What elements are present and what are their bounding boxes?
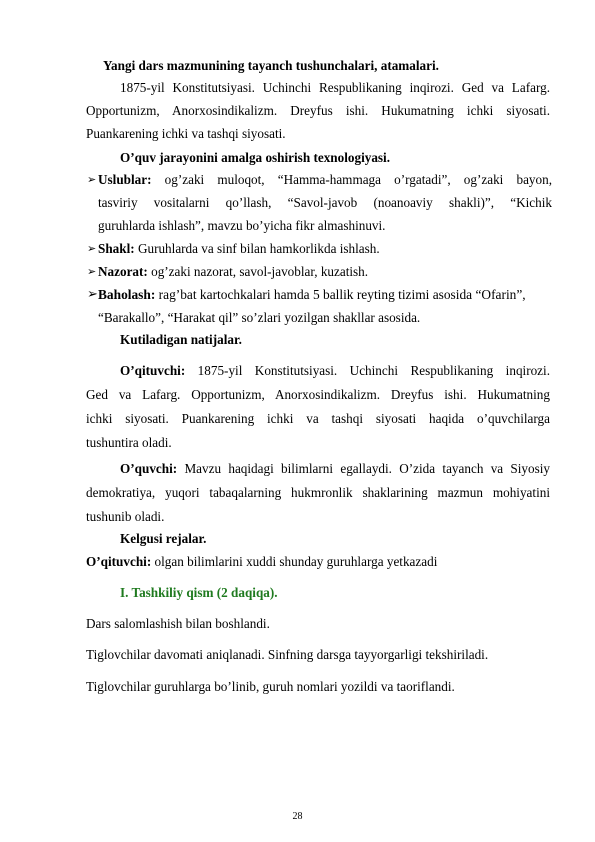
- uslublar-line-1: Uslublar: og’zaki muloqot, “Hamma-hammaga o’rgatadi”, og’zaki bayon,: [98, 172, 553, 187]
- page-number: 28: [292, 811, 303, 822]
- uslublar-line-3: guruhlarda ishlash”, mavzu bo’yicha fikr almashinuvi.: [98, 218, 386, 233]
- shakl-item: Shakl: Guruhlarda va sinf bilan hamkorlikda ishlash.: [98, 241, 380, 256]
- baholash-line-2: “Barakallo”, “Harakat qil” so’zlari yozilgan shakllar asosida.: [98, 310, 421, 325]
- org-line-1: Dars salomlashish bilan boshlandi.: [86, 616, 270, 631]
- student-line-1: O’quvchi: Mavzu haqidagi bilimlarni egallaydi. O’zida tayanch va Siyosiy: [120, 461, 551, 476]
- intro-line-1: 1875-yil Konstitutsiyasi. Uchinchi Respublikaning inqirozi. Ged va Lafarg.: [120, 80, 550, 95]
- plans-text: O’qituvchi: olgan bilimlarini xuddi shunday guruhlarga yetkazadi: [86, 554, 438, 569]
- bullet-arrow-icon: ➢: [87, 173, 97, 186]
- results-heading: Kutiladigan natijalar.: [120, 332, 242, 347]
- page-heading: Yangi dars mazmunining tayanch tushunchalari, atamalari.: [103, 58, 439, 73]
- bullet-arrow-icon: ➢: [87, 287, 98, 302]
- nazorat-item: Nazorat: og’zaki nazorat, savol-javoblar, kuzatish.: [98, 264, 369, 279]
- tech-heading: O’quv jarayonini amalga oshirish texnologiyasi.: [120, 150, 391, 165]
- org-line-2: Tiglovchilar davomati aniqlanadi. Sinfning darsga tayyorgarligi tekshiriladi.: [86, 647, 489, 662]
- teacher-line-1: O’qituvchi: 1875-yil Konstitutsiyasi. Uchinchi Respublikaning inqirozi.: [120, 363, 550, 378]
- plans-heading: Kelgusi rejalar.: [120, 531, 207, 546]
- uslublar-line-2: tasviriy vositalarni qo’llash, “Savol-javob (noanoaviy shakli)”, “Kichik: [98, 195, 552, 210]
- bullet-arrow-icon: ➢: [87, 265, 97, 278]
- org-line-3: Tiglovchilar guruhlarga bo’linib, guruh nomlari yozildi va taoriflandi.: [86, 679, 455, 694]
- teacher-line-3: ichki siyosati. Puankarening ichki va tashqi siyosati haqida o’quvchilarga: [86, 411, 550, 426]
- teacher-line-2: Ged va Lafarg. Opportunizm, Anorxosindikalizm. Dreyfus ishi. Hukumatning: [86, 387, 550, 402]
- student-line-3: tushunib oladi.: [86, 509, 165, 524]
- baholash-line-1: Baholash: rag’bat kartochkalari hamda 5 ballik reyting tizimi asosida “Ofarin”,: [98, 287, 526, 302]
- student-line-2: demokratiya, yuqori tabaqalarning hukmronlik shaklarining mazmun mohiyatini: [86, 485, 550, 500]
- teacher-line-4: tushuntira oladi.: [86, 435, 172, 450]
- section-title: I. Tashkiliy qism (2 daqiqa).: [120, 585, 278, 600]
- intro-line-2: Opportunizm, Anorxosindikalizm. Dreyfus ishi. Hukumatning ichki siyosati.: [86, 103, 550, 118]
- bullet-arrow-icon: ➢: [87, 242, 97, 255]
- intro-line-3: Puankarening ichki va tashqi siyosati.: [86, 126, 286, 141]
